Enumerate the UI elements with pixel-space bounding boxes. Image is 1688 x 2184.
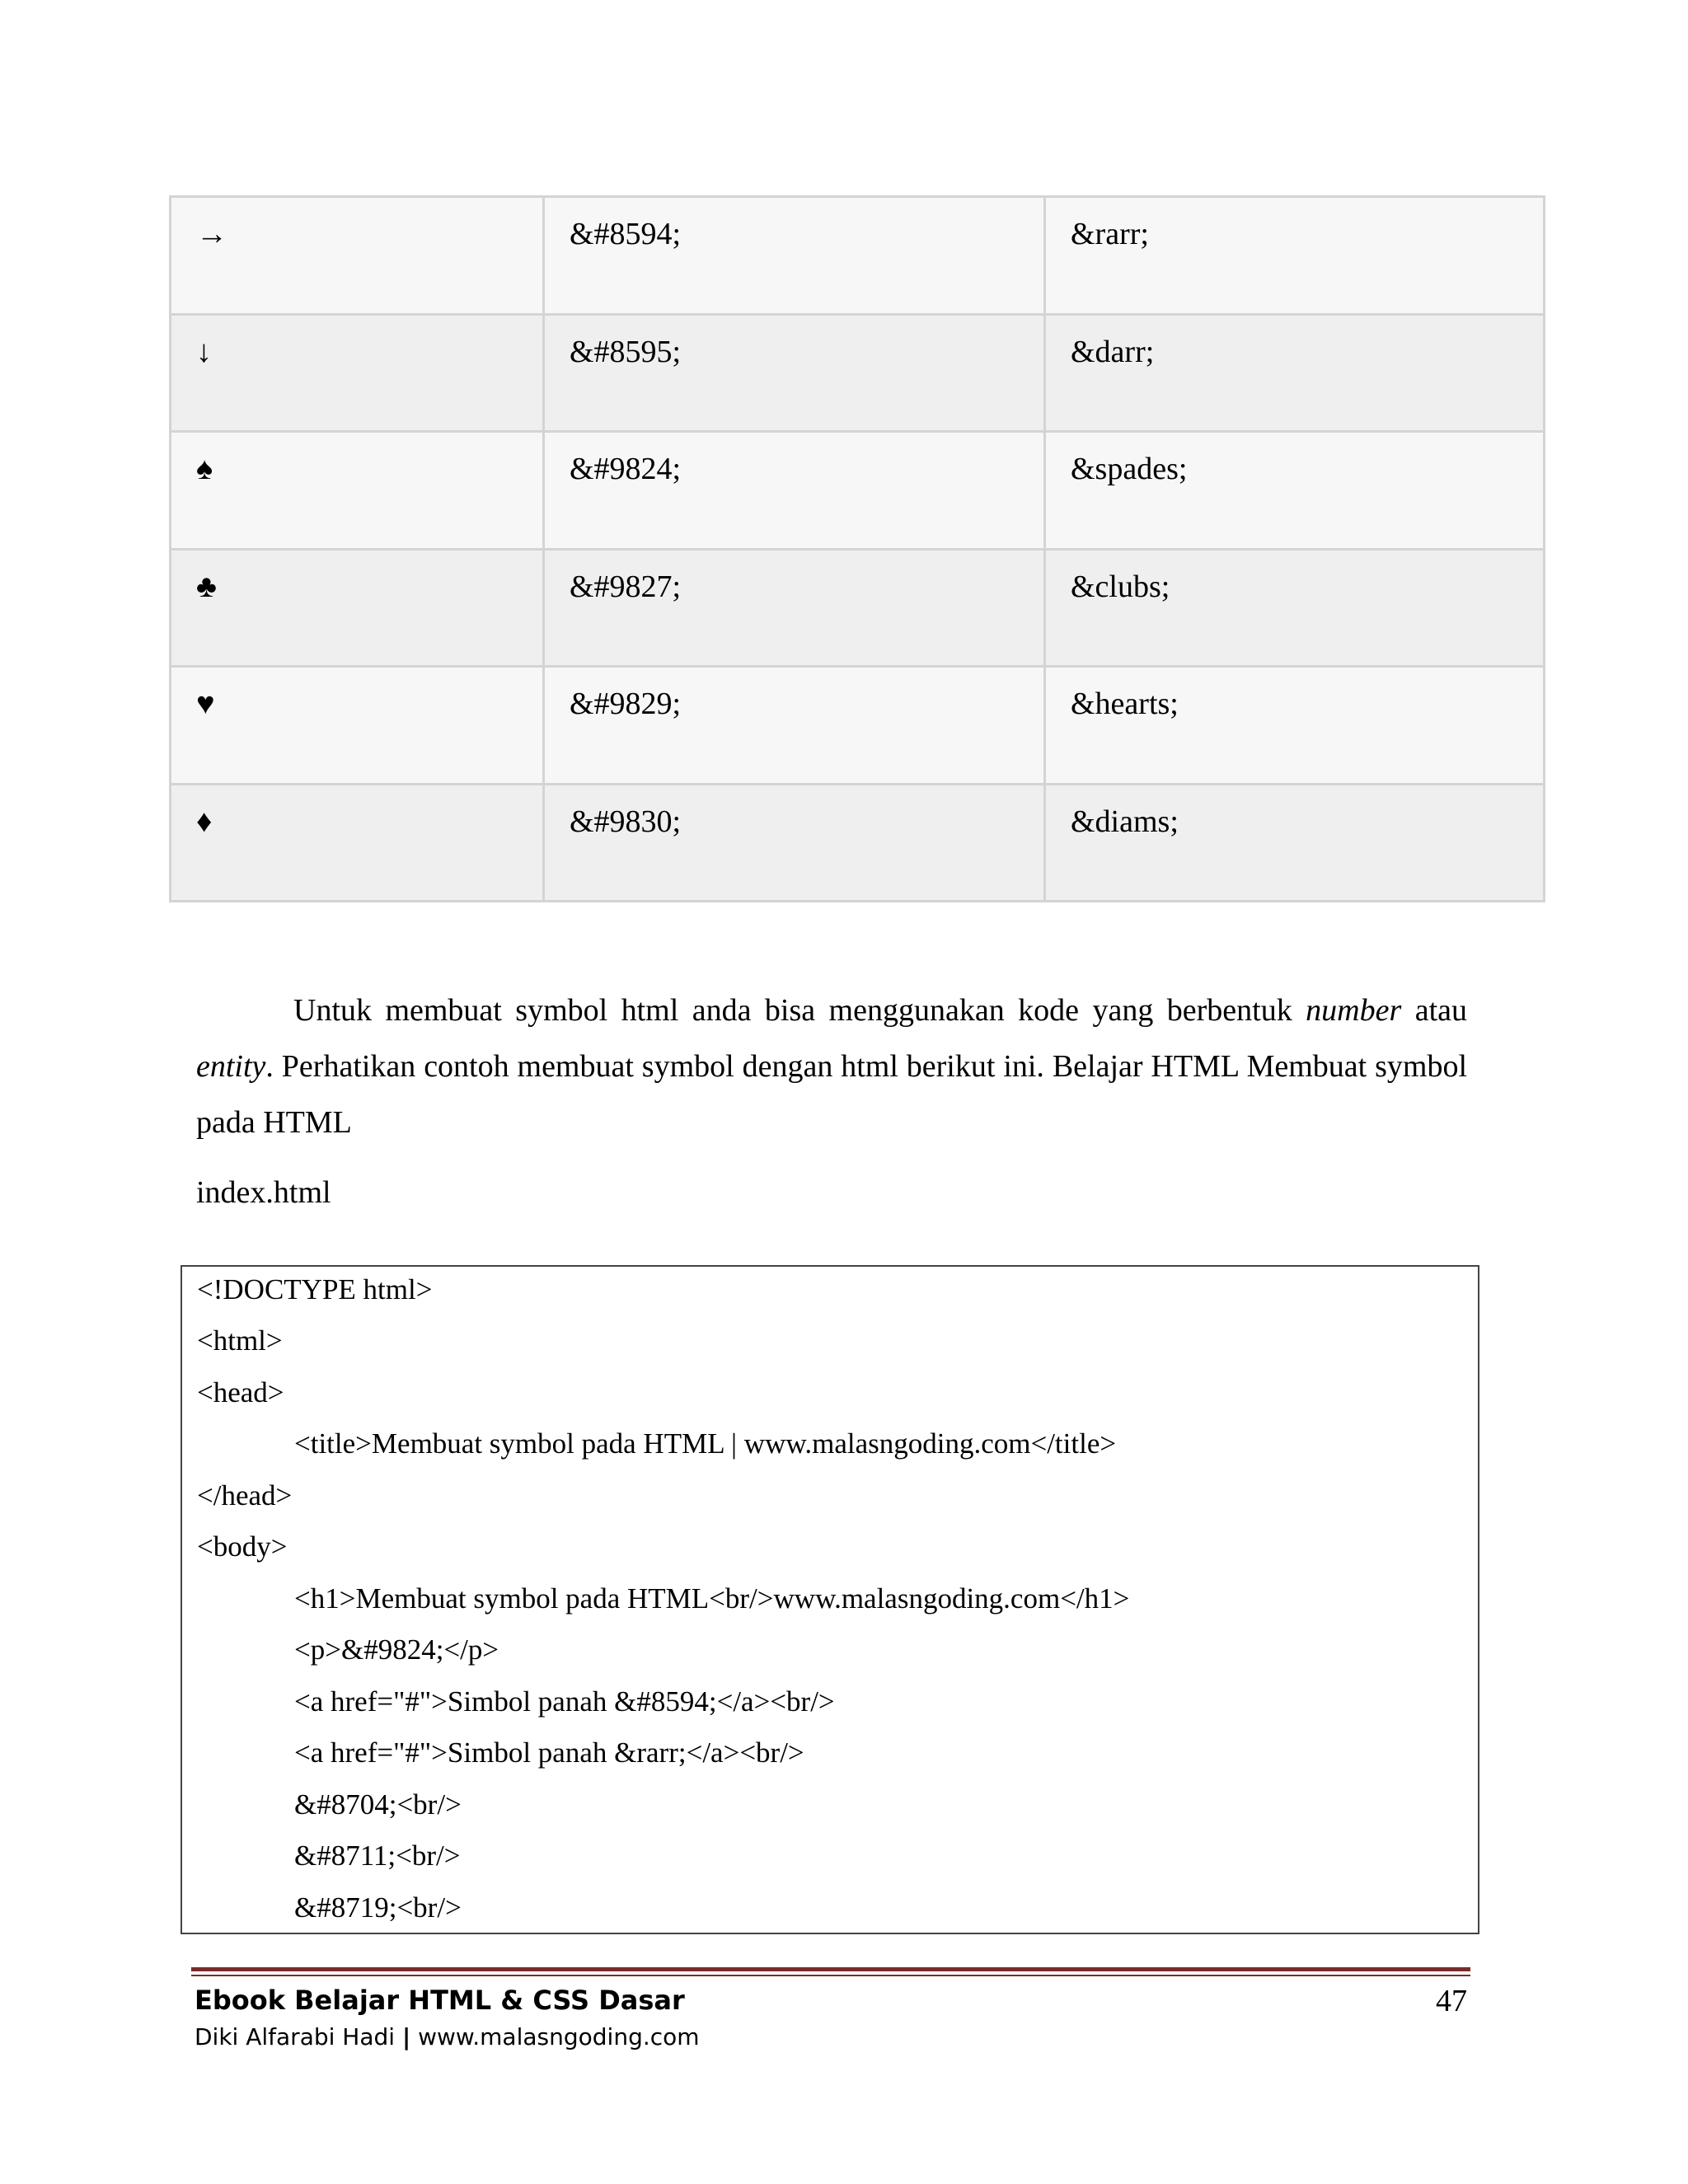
footer-website: www.malasngoding.com: [418, 2023, 700, 2050]
symbol-table: [169, 195, 1545, 902]
code-line: <a href="#">Simbol panah &rarr;</a><br/>: [294, 1736, 804, 1769]
code-line: &#8711;<br/>: [294, 1840, 461, 1872]
footer-author: Diki Alfarabi Hadi: [195, 2023, 396, 2050]
code-block: [181, 1265, 1479, 1934]
table-row: [171, 314, 1545, 432]
code-line: <html>: [197, 1324, 283, 1357]
body-paragraph: Untuk membuat symbol html anda bisa menggunakan kode yang berbentuk number atau entity. Perhatikan contoh membuat symbol dengan html berikut ini. Belajar HTML Membuat symbol pada HTML: [196, 993, 1467, 1140]
code-line: <h1>Membuat symbol pada HTML<br/>www.malasngoding.com</h1>: [294, 1582, 1130, 1615]
entity-code-cell: &rarr;: [1045, 197, 1545, 315]
symbol-cell: ♣: [171, 549, 544, 667]
code-line: <a href="#">Simbol panah &#8594;</a><br/>: [294, 1685, 835, 1718]
number-term: number: [1306, 993, 1402, 1028]
footer-separator: |: [401, 2023, 411, 2050]
number-code-cell: &#9827;: [544, 549, 1045, 667]
entity-code-cell: &hearts;: [1045, 667, 1545, 785]
entity-code-cell: &darr;: [1045, 314, 1545, 432]
code-line: &#8704;<br/>: [294, 1788, 462, 1821]
entity-code-cell: &spades;: [1045, 432, 1545, 550]
code-filename: index.html: [196, 1175, 331, 1210]
footer-book-title: Ebook Belajar HTML & CSS Dasar: [195, 1985, 685, 2016]
symbol-cell: ↓: [171, 314, 544, 432]
code-line: <title>Membuat symbol pada HTML | www.malasngoding.com</title>: [294, 1427, 1117, 1460]
number-code-cell: &#9830;: [544, 784, 1045, 902]
code-line: <head>: [197, 1376, 284, 1408]
code-line: <!DOCTYPE html>: [197, 1273, 433, 1305]
symbol-cell: ♠: [171, 432, 544, 550]
number-code-cell: &#8594;: [544, 197, 1045, 315]
code-line: <p>&#9824;</p>: [294, 1633, 499, 1666]
entity-code-cell: &clubs;: [1045, 549, 1545, 667]
symbol-cell: ♦: [171, 784, 544, 902]
table-row: [171, 197, 1545, 315]
page-number: 47: [1436, 1984, 1467, 2018]
entity-term: entity: [196, 1049, 266, 1084]
code-line: </head>: [197, 1479, 293, 1511]
symbol-cell: ♥: [171, 667, 544, 785]
code-line: &#8719;<br/>: [294, 1891, 462, 1924]
footer-divider-thin: [191, 1975, 1470, 1976]
number-code-cell: &#9829;: [544, 667, 1045, 785]
footer-author-line: [195, 2023, 700, 2050]
number-code-cell: &#8595;: [544, 314, 1045, 432]
table-row: [171, 784, 1545, 902]
table-row: [171, 432, 1545, 550]
footer-divider: [191, 1967, 1470, 1971]
table-row: [171, 667, 1545, 785]
code-line: <body>: [197, 1530, 288, 1563]
entity-code-cell: &diams;: [1045, 784, 1545, 902]
table-row: [171, 549, 1545, 667]
symbol-cell: →: [171, 197, 544, 315]
number-code-cell: &#9824;: [544, 432, 1045, 550]
